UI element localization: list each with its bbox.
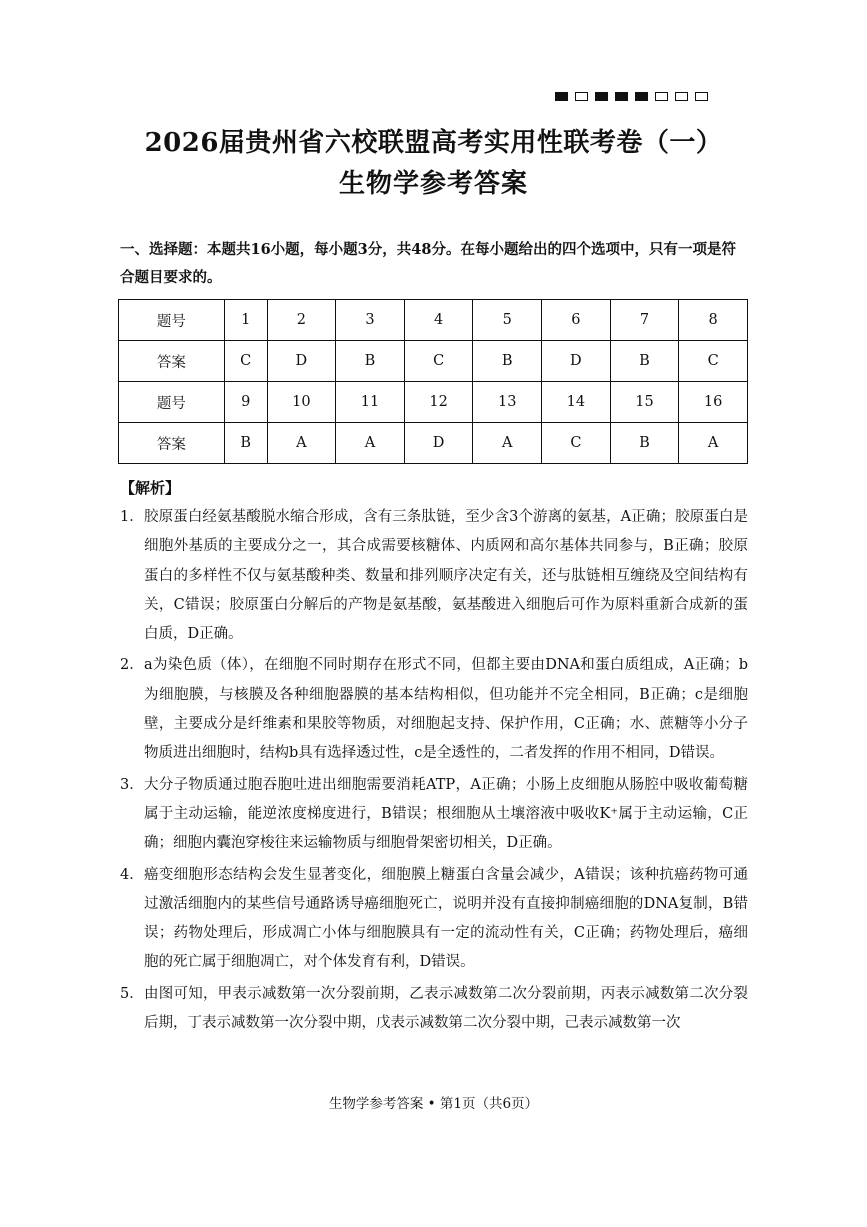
table-cell: 12 <box>404 382 473 423</box>
item-text: a为染色质（体），在细胞不同时期存在形式不同，但都主要由DNA和蛋白质组成，A正确；b为细胞膜，与核膜及各种细胞器膜的基本结构相似，但功能并不完全相同，B正确；c是细胞壁，主要成分是纤维素和果胶等物质，对细胞起支持、保护作用，C正确；水、蔗糖等小分子物质进出细胞时，结构b具有选择透过性，c是全透性的，二者发挥的作用不相同，D错误。 <box>144 657 748 762</box>
analysis-item <box>120 503 748 649</box>
table-cell: D <box>404 423 473 464</box>
row-label: 答案 <box>119 341 225 382</box>
table-cell: C <box>404 341 473 382</box>
analysis-item <box>120 651 748 768</box>
table-row <box>119 300 748 341</box>
table-row <box>119 423 748 464</box>
analysis-item <box>120 861 748 978</box>
table-cell: 9 <box>224 382 267 423</box>
table-row <box>119 382 748 423</box>
item-text: 胶原蛋白经氨基酸脱水缩合形成，含有三条肽链，至少含3个游离的氨基，A正确；胶原蛋白是细胞外基质的主要成分之一，其合成需要核糖体、内质网和高尔基体共同参与，B正确；胶原蛋白的多样性不仅与氨基酸种类、数量和排列顺序决定有关，还与肽链相互缠绕及空间结构有关，C错误；胶原蛋白分解后的产物是氨基酸，氨基酸进入细胞后可作为原料重新合成新的蛋白质，D正确。 <box>144 509 748 643</box>
table-cell: B <box>224 423 267 464</box>
exam-subtitle: 生物学参考答案 <box>338 169 528 199</box>
item-text: 大分子物质通过胞吞胞吐进出细胞需要消耗ATP，A正确；小肠上皮细胞从肠腔中吸收葡萄糖属于主动运输，能逆浓度梯度进行，B错误；根细胞从土壤溶液中吸收K⁺属于主动运输，C正确；细胞内囊泡穿梭往来运输物质与细胞骨架密切相关，D正确。 <box>144 776 748 852</box>
page-mark-7 <box>675 92 688 101</box>
table-cell: 4 <box>404 300 473 341</box>
item-text: 由图可知，甲表示减数第一次分裂前期，乙表示减数第二次分裂前期，丙表示减数第二次分裂后期，丁表示减数第一次分裂中期，戊表示减数第二次分裂中期，己表示减数第一次 <box>144 985 748 1032</box>
table-cell: C <box>679 341 748 382</box>
table-cell: A <box>336 423 405 464</box>
table-cell: 6 <box>542 300 611 341</box>
table-cell: B <box>610 341 679 382</box>
table-cell: 15 <box>610 382 679 423</box>
table-cell: A <box>679 423 748 464</box>
page-marks <box>555 92 708 101</box>
page-mark-8 <box>695 92 708 101</box>
item-text: 癌变细胞形态结构会发生显著变化，细胞膜上糖蛋白含量会减少，A错误；该种抗癌药物可通过激活细胞内的某些信号通路诱导癌细胞死亡，说明并没有直接抑制癌细胞的DNA复制，B错误；药物处理后，形成凋亡小体与细胞膜具有一定的流动性有关，C正确；药物处理后，癌细胞的死亡属于细胞凋亡，对个体发育有利，D错误。 <box>144 866 748 971</box>
analysis-item <box>120 771 748 859</box>
page-mark-6 <box>655 92 668 101</box>
item-number: 1． <box>120 509 144 525</box>
page-mark-1 <box>555 92 568 101</box>
table-cell: 3 <box>336 300 405 341</box>
section-instruction: 一、选择题：本题共16小题，每小题3分，共48分。在每小题给出的四个选项中，只有一项是符合题目要求的。 <box>120 241 736 286</box>
table-cell: D <box>267 341 336 382</box>
item-number: 2． <box>120 657 144 674</box>
page-mark-4 <box>615 92 628 101</box>
table-cell: B <box>336 341 405 382</box>
table-cell: B <box>473 341 542 382</box>
table-cell: 1 <box>224 300 267 341</box>
table-cell: D <box>542 341 611 382</box>
analysis-item <box>120 980 748 1039</box>
item-number: 3． <box>120 776 144 793</box>
row-label: 题号 <box>119 382 225 423</box>
table-cell: 5 <box>473 300 542 341</box>
table-cell: 14 <box>542 382 611 423</box>
table-row <box>119 341 748 382</box>
analysis-heading: 【解析】 <box>120 479 181 497</box>
table-cell: 13 <box>473 382 542 423</box>
table-cell: A <box>267 423 336 464</box>
table-cell: B <box>610 423 679 464</box>
table-cell: 11 <box>336 382 405 423</box>
page-mark-2 <box>575 92 588 101</box>
page-mark-3 <box>595 92 608 101</box>
row-label: 题号 <box>119 300 225 341</box>
table-cell: C <box>224 341 267 382</box>
row-label: 答案 <box>119 423 225 464</box>
answer-table <box>118 299 748 464</box>
table-cell: 2 <box>267 300 336 341</box>
exam-title: 2026届贵州省六校联盟高考实用性联考卷（一） <box>144 128 723 158</box>
table-cell: 8 <box>679 300 748 341</box>
table-cell: 7 <box>610 300 679 341</box>
table-cell: A <box>473 423 542 464</box>
table-cell: 10 <box>267 382 336 423</box>
item-number: 4． <box>120 866 144 883</box>
page-footer: 生物学参考答案 • 第1页（共6页） <box>328 1096 539 1112</box>
table-cell: C <box>542 423 611 464</box>
analysis-list <box>120 503 748 1040</box>
page-mark-5 <box>635 92 648 101</box>
item-number: 5． <box>120 985 144 1002</box>
table-cell: 16 <box>679 382 748 423</box>
